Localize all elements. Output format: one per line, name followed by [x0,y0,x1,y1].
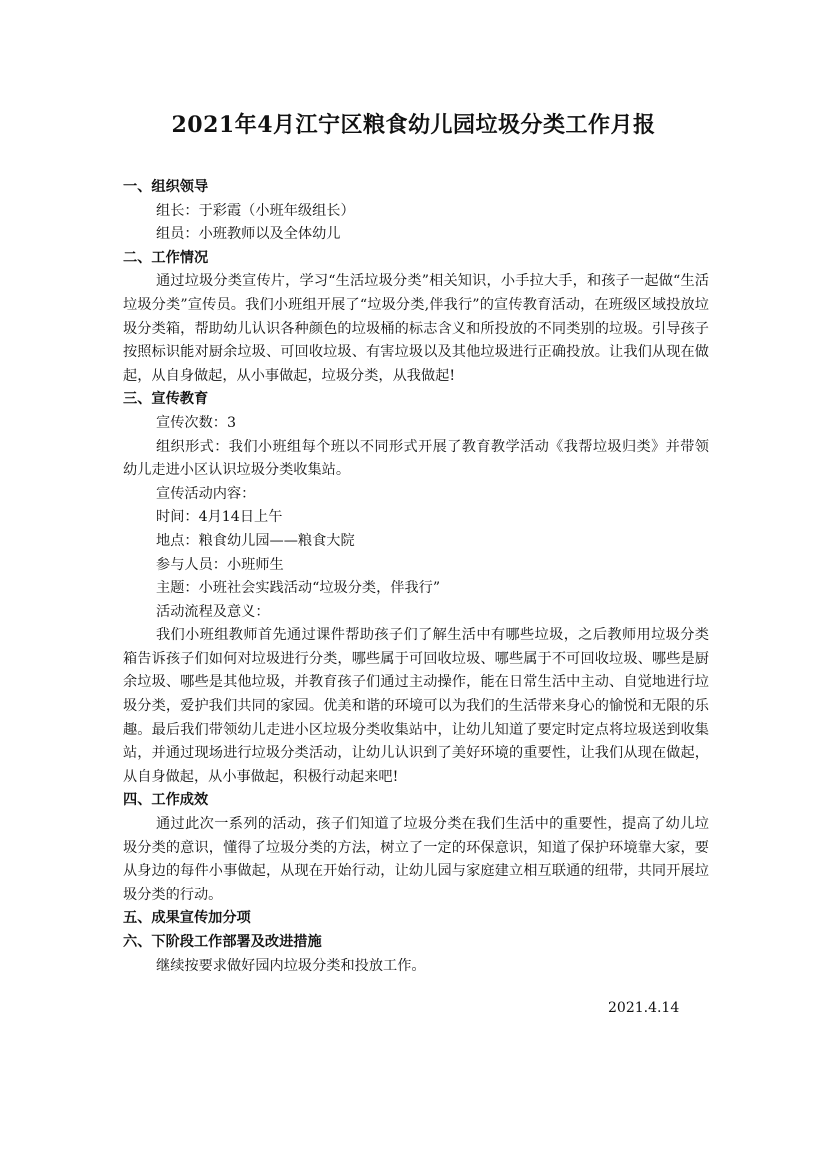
activity-flow-paragraph: 我们小班组教师首先通过课件帮助孩子们了解生活中有哪些垃圾，之后教师用垃圾分类箱告诉孩子们如何对垃圾进行分类，哪些属于可回收垃圾、哪些属于不可回收垃圾、哪些是厨余垃圾、哪些是其他垃圾，并教育孩子们通过主动操作，能在日常生活中主动、自觉地进行垃圾分类，爱护我们共同的家园。优美和谐的环境可以为我们的生活带来身心的愉悦和无限的乐趣。最后我们带领幼儿走进小区垃圾分类收集站中，让幼儿知道了要定时定点将垃圾送到收集站，并通过现场进行垃圾分类活动，让幼儿认识到了美好环境的重要性，让我们从现在做起，从自身做起，从小事做起，积极行动起来吧! [123,627,709,785]
section-heading-next-steps: 六、下阶段工作部署及改进措施 [123,934,322,950]
report-date: 2021.4.14 [608,1000,680,1016]
section-heading-publicity: 三、宣传教育 [123,391,209,408]
activity-time: 时间：4月14日上午 [156,509,283,526]
leader-line: 组长：于彩霞（小班年级组长） [156,202,355,219]
section-heading-bonus: 五、成果宣传加分项 [123,910,251,927]
document-body [123,176,709,978]
work-status-paragraph: 通过垃圾分类宣传片，学习“生活垃圾分类”相关知识，小手拉大手，和孩子一起做“生活垃圾分类”宣传员。我们小班组开展了“垃圾分类,伴我行”的宣传教育活动，在班级区域投放垃圾分类箱，帮助幼儿认识各种颜色的垃圾桶的标志含义和所投放的不同类别的垃圾。引导孩子按照标识能对厨余垃圾、可回收垃圾、有害垃圾以及其他垃圾进行正确投放。让我们从现在做起，从自身做起，从小事做起，垃圾分类，从我做起! [123,273,709,384]
activity-flow-label: 活动流程及意义： [156,603,270,620]
results-paragraph: 通过此次一系列的活动，孩子们知道了垃圾分类在我们生活中的重要性，提高了幼儿垃圾分类的意识，懂得了垃圾分类的方法，树立了一定的环保意识，知道了保护环境靠大家，要从身边的每件小事做起，从现在开始行动，让幼儿园与家庭建立相互联通的纽带，共同开展垃圾分类的行动。 [123,816,709,903]
publicity-count: 宣传次数：3 [156,414,236,431]
section-heading-organization: 一、组织领导 [123,179,209,195]
members-line: 组员：小班教师以及全体幼儿 [156,226,341,243]
activity-participants: 参与人员：小班师生 [156,556,284,573]
document-title: 2021年4月江宁区粮食幼儿园垃圾分类工作月报 [171,112,656,138]
publicity-form: 组织形式：我们小班组每个班以不同形式开展了教育教学活动《我帮垃圾归类》并带领幼儿走进小区认识垃圾分类收集站。 [123,438,709,479]
publicity-content-label: 宣传活动内容： [156,485,256,502]
next-steps-paragraph: 继续按要求做好园内垃圾分类和投放工作。 [156,957,426,974]
section-heading-work-status: 二、工作情况 [123,249,209,266]
activity-theme: 主题：小班社会实践活动“垃圾分类，伴我行” [156,580,441,597]
section-heading-results: 四、工作成效 [123,792,209,809]
activity-place: 地点：粮食幼儿园——粮食大院 [156,532,355,549]
